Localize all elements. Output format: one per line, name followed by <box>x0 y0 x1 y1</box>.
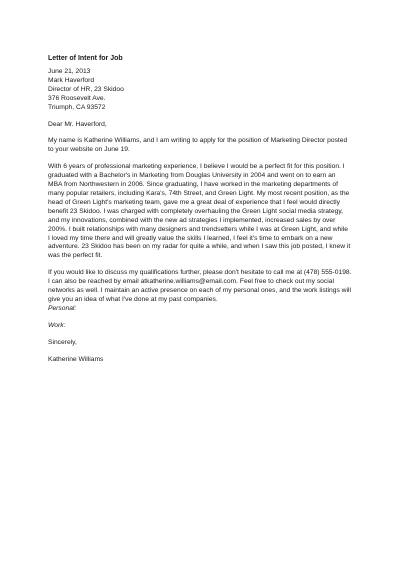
paragraph-line: networks as well. I maintain an active presence on each of my personal ones, and the work listings will <box>48 287 351 295</box>
letter-body <box>48 54 368 364</box>
salutation-text: Dear Mr. Haverford, <box>48 120 107 128</box>
paragraph-line: MBA from Northwestern in 2006. Since graduating, I have worked in the marketing departments of <box>48 181 338 189</box>
paragraph-line: and my innovations, combined with the new ad strategies I implemented, increased sales by over <box>48 216 336 224</box>
paragraph-line: was the perfect fit. <box>48 252 103 260</box>
work-section <box>48 322 368 331</box>
recipient-street: 376 Roosevelt Ave. <box>48 94 106 102</box>
letter-date: June 21, 2013 <box>48 68 91 75</box>
paragraph-contact <box>48 269 368 314</box>
closing-text: Sincerely, <box>48 338 77 346</box>
personal-label: Personal: <box>48 304 77 312</box>
work-label: Work: <box>48 321 66 329</box>
paragraph-line: My name is Katherine Williams, and I am writing to apply for the position of Marketing Director posted <box>48 137 348 145</box>
paragraph-experience <box>48 163 368 261</box>
letter-header <box>48 68 368 113</box>
paragraph-line: I loved my time there and will greatly value the skills I learned, I feel it's time to embark on a new <box>48 234 333 242</box>
signature-name: Katherine Williams <box>48 355 104 363</box>
paragraph-line: head of Green Light's marketing team, gave me a great deal of experience that I feel would directly <box>48 198 340 206</box>
paragraph-intro <box>48 137 368 155</box>
paragraph-line: With 6 years of professional marketing experience, I believe I would be a perfect fit for this position. I <box>48 163 345 171</box>
paragraph-line: If you would like to discuss my qualifications further, please don't hesitate to call me at (478) 555-0198. <box>48 269 352 277</box>
letter-title: Letter of Intent for Job <box>48 55 123 62</box>
paragraph-line: I can also be reached by email atkatherine.williams@email.com. Feel free to check out my social <box>48 278 334 286</box>
paragraph-line: to your website on June 19. <box>48 146 130 154</box>
paragraph-line: give you an idea of what I've done at my past companies. <box>48 295 218 303</box>
signature <box>48 356 368 365</box>
paragraph-line: 200%. I built relationships with many designers and trendsetters while I was at Green Light, and while <box>48 225 348 233</box>
paragraph-line: benefit 23 Skidoo. I was charged with completely overhauling the Green Light social media strategy, <box>48 207 344 215</box>
recipient-name: Mark Haverford <box>48 76 95 84</box>
paragraph-line: many popular retailers, including Kara's, 74th Street, and Green Light. My most recent position, as the <box>48 189 350 197</box>
paragraph-line: graduated with a Bachelor's in Marketing from Douglas University in 2004 and went on to earn an <box>48 172 336 180</box>
closing <box>48 339 368 348</box>
recipient-title: Director of HR, 23 Skidoo <box>48 85 124 93</box>
salutation <box>48 121 368 130</box>
recipient-city: Triumph, CA 93572 <box>48 103 106 111</box>
paragraph-line: adventure. 23 Skidoo has been on my radar for quite a while, and when I saw this job posted, I knew it <box>48 243 351 251</box>
